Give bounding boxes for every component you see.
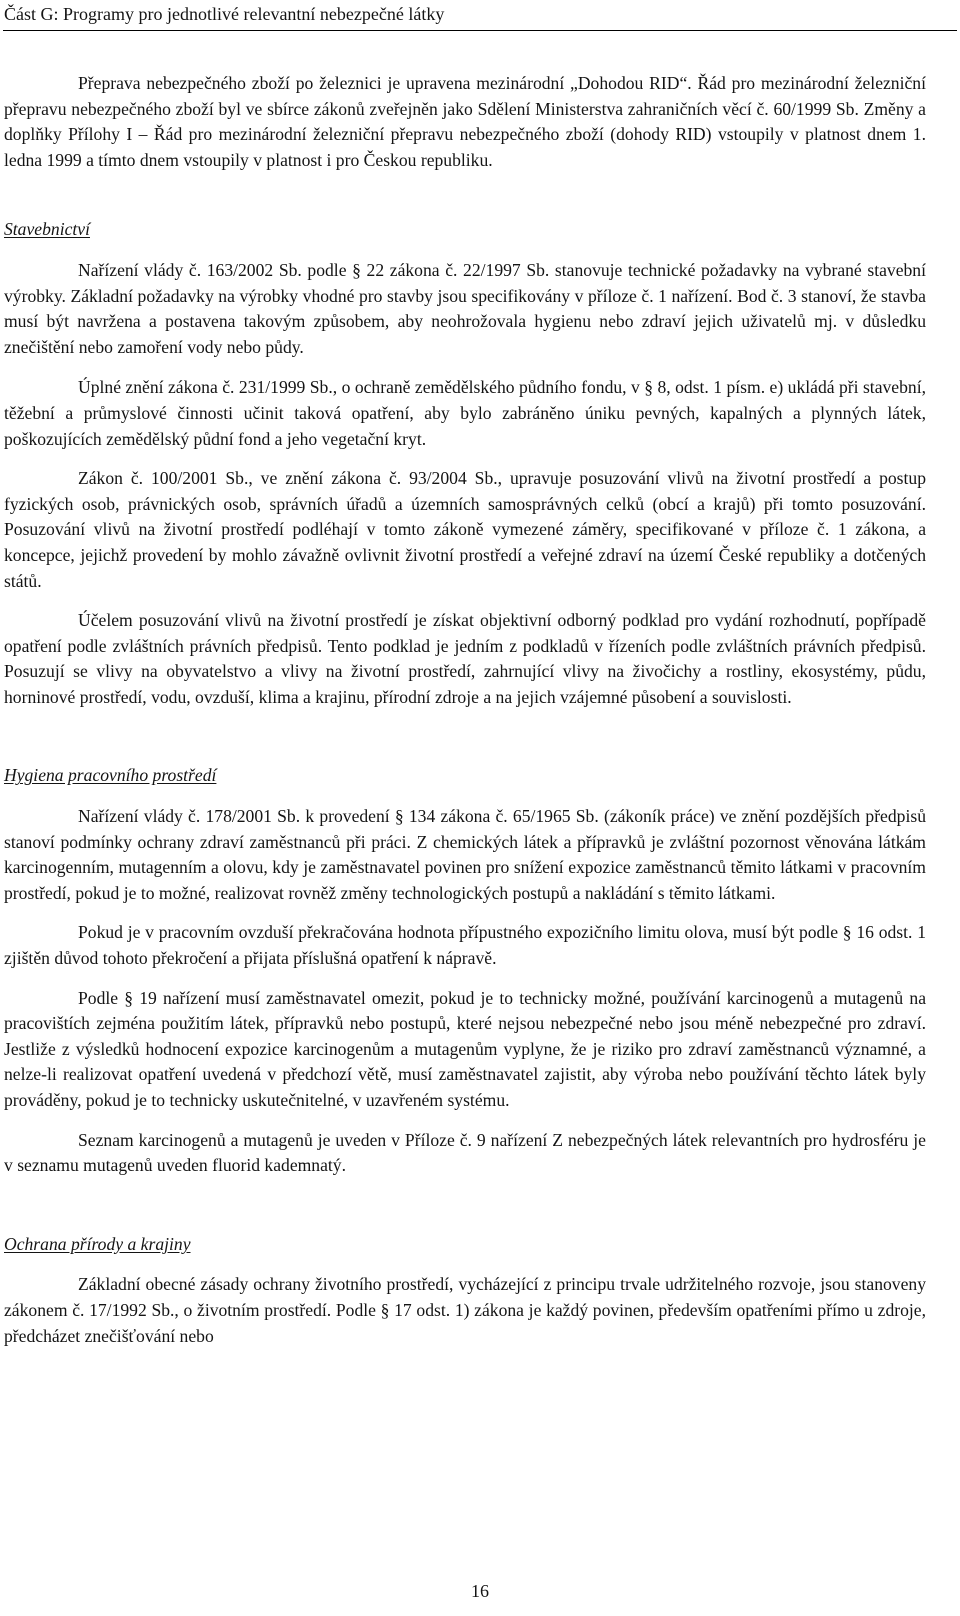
paragraph-ochrana-1: Základní obecné zásady ochrany životního prostředí, vycházející z principu trvale udržitelného rozvoje, jsou stanoveny zákonem č. 17/1992 Sb., o životním prostředí. Podle § 17 odst. 1) zákona je každý povinen, především opatřeními přímo u zdroje, předcházet znečišťování nebo bbox=[4, 1274, 926, 1346]
document-body bbox=[4, 71, 926, 1349]
section-heading-ochrana: Ochrana přírody a krajiny bbox=[4, 1233, 191, 1254]
paragraph-stavebnictvi-2: Úplné znění zákona č. 231/1999 Sb., o ochraně zemědělského půdního fondu, v § 8, odst. 1 písm. e) ukládá při stavební, těžební a průmyslové činnosti učinit taková opatření, aby bylo zabráněno úniku pevných, kapalných a plynných látek, poškozujících zemědělský půdní fond a jeho vegetační kryt. bbox=[4, 377, 926, 449]
paragraph-hygiena-4: Seznam karcinogenů a mutagenů je uveden v Příloze č. 9 nařízení Z nebezpečných látek relevantních pro hydrosféru je v seznamu mutagenů uveden fluorid kademnatý. bbox=[4, 1129, 926, 1176]
section-heading-stavebnictvi: Stavebnictví bbox=[4, 219, 90, 240]
section-heading-hygiena: Hygiena pracovního prostředí bbox=[4, 765, 217, 786]
paragraph-hygiena-3: Podle § 19 nařízení musí zaměstnavatel omezit, pokud je to technicky možné, používání karcinogenů a mutagenů na pracovištích zejména použitím látek, přípravků nebo postupů, které nejsou nebezpečné nebo jsou méně nebezpečné pro zdraví. Jestliže z výsledků hodnocení expozice karcinogenům a mutagenům vyplyne, že je riziko pro zdraví zaměstnanců významné, a nelze-li realizovat opatření uvedená v předchozí větě, musí zaměstnavatel zajistit, aby výroba nebo používání těchto látek byly prováděny, pokud je to technicky uskutečnitelné, v uzavřeném systému. bbox=[4, 987, 926, 1110]
paragraph-hygiena-1: Nařízení vlády č. 178/2001 Sb. k provedení § 134 zákona č. 65/1965 Sb. (zákoník práce) ve znění pozdějších předpisů stanoví podmínky ochrany zdraví zaměstnanců při práci. Z chemických látek a přípravků je zvláštní pozornost věnována látkám karcinogenním, mutagenním a olovu, kdy je zaměstnavatel povinen pro snížení expozice zaměstnanců těmito látkami v pracovním prostředí, pokud je to možné, realizovat rovněž změny technologických postupů a nakládání s těmito látkami. bbox=[4, 806, 926, 903]
paragraph-stavebnictvi-1: Nařízení vlády č. 163/2002 Sb. podle § 22 zákona č. 22/1997 Sb. stanovuje technické požadavky na vybrané stavební výrobky. Základní požadavky na výrobky vhodné pro stavby jsou specifikovány v příloze č. 1 nařízení. Bod č. 3 stanoví, že stavba musí být navržena a postavena takovým způsobem, aby neohrožovala hygienu nebo zdraví jejich uživatelů mj. v důsledku znečištění nebo zamoření vody nebo půdy. bbox=[4, 259, 926, 357]
header-divider bbox=[3, 30, 957, 31]
paragraph-stavebnictvi-4: Účelem posuzování vlivů na životní prostředí je získat objektivní odborný podklad pro vydání rozhodnutí, popřípadě opatření podle zvláštních právních předpisů. Tento podklad je jedním z podkladů v řízeních podle zvláštních právních předpisů. Posuzují se vlivy na obyvatelstvo a vlivy na životní prostředí, zahrnující vlivy na živočichy a rostliny, ekosystémy, půdu, horninové prostředí, vodu, ovzduší, klima a krajinu, přírodní zdroje a na jejich vzájemné působení a souvislosti. bbox=[4, 610, 926, 707]
running-header: Část G: Programy pro jednotlivé relevantní nebezpečné látky bbox=[4, 4, 445, 24]
paragraph-stavebnictvi-3: Zákon č. 100/2001 Sb., ve znění zákona č. 93/2004 Sb., upravuje posuzování vlivů na životní prostředí a postup fyzických osob, právnických osob, správních úřadů a územních samosprávných celků (obcí a krajů) při tomto posuzování. Posuzování vlivů na životní prostředí podléhají v tomto zákoně vymezené záměry, specifikované v příloze č. 1 zákona, a koncepce, jejichž provedení by mohlo závažně ovlivnit životní prostředí a veřejné zdraví na území České republiky a dotčených států. bbox=[4, 468, 926, 591]
page-number: 16 bbox=[471, 1581, 489, 1601]
paragraph-hygiena-2: Pokud je v pracovním ovzduší překračována hodnota přípustného expozičního limitu olova, musí být podle § 16 odst. 1 zjištěn důvod tohoto překročení a přijata příslušná opatření k nápravě. bbox=[4, 922, 926, 969]
paragraph-rid: Přeprava nebezpečného zboží po železnici je upravena mezinárodní „Dohodou RID“. Řád pro mezinárodní železniční přepravu nebezpečného zboží byl ve sbírce zákonů zveřejněn jako Sdělení Ministerstva zahraničních věcí č. 60/1999 Sb. Změny a doplňky Přílohy I – Řád pro mezinárodní železniční přepravu nebezpečného zboží (dohody RID) vstoupily v platnost dnem 1. ledna 1999 a tímto dnem vstoupily v platnost i pro Českou republiku. bbox=[4, 73, 926, 170]
